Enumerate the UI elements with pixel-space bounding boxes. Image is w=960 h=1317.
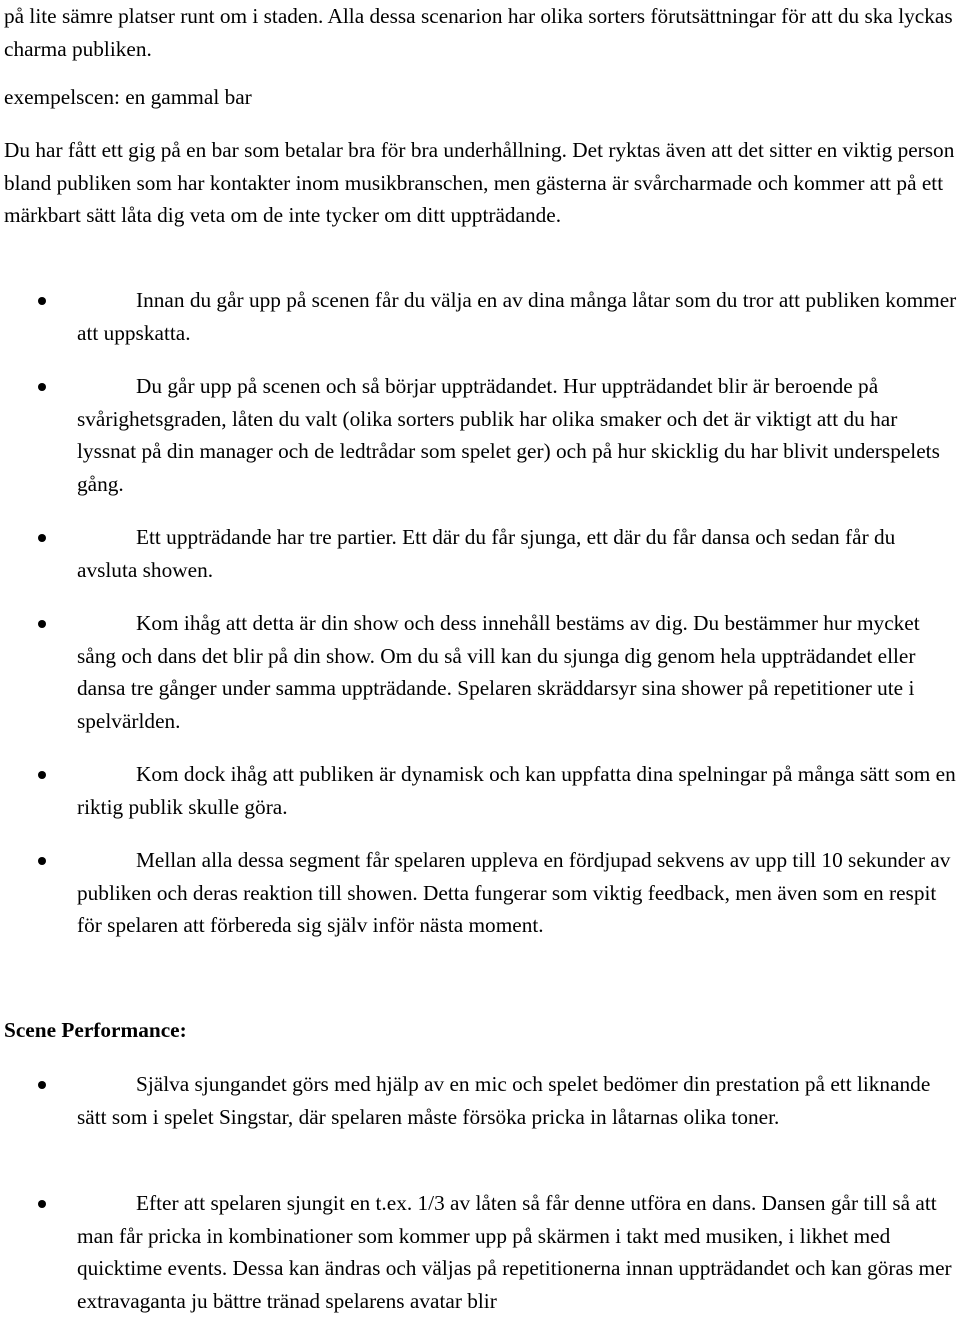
list-item — [77, 370, 957, 500]
list-item — [77, 607, 957, 737]
bullet-icon — [38, 771, 46, 779]
bullet-icon — [38, 383, 46, 391]
list-item — [77, 1068, 957, 1133]
example-scene-paragraph: Du har fått ett gig på en bar som betalar bra för bra underhållning. Det ryktas även att det sitter en viktig person bland publiken som har kontakter inom musikbranschen, men gästerna är svårcharmade och kommer att på ett märkbart sätt låta dig veta om de inte tycker om ditt uppträdande. — [4, 138, 955, 228]
list-item — [77, 844, 957, 942]
bullet-icon — [38, 534, 46, 542]
list-item — [77, 521, 957, 586]
bullet-icon — [38, 620, 46, 628]
list-item-text: Ett uppträdande har tre partier. Ett där du får sjunga, ett där du får dansa och sedan får du avsluta showen. — [77, 525, 896, 582]
list-item-text: Innan du går upp på scenen får du välja en av dina många låtar som du tror att publiken kommer att uppskatta. — [77, 288, 957, 345]
list-item-text: Kom ihåg att detta är din show och dess innehåll bestäms av dig. Du bestämmer hur mycket sång och dans det blir på din show. Om du så vill kan du sjunga dig genom hela uppträdandet eller dansa tre gånger under samma uppträdande. Spelaren skräddarsyr sina shower på repetitioner ute i spelvärlden. — [77, 611, 920, 733]
bullet-icon — [38, 857, 46, 865]
list-item-text: Du går upp på scenen och så börjar uppträdandet. Hur uppträdandet blir är beroende på svårighetsgraden, låten du valt (olika sorters publik har olika smaker och det är viktigt att du har lyssnat på din manager och de ledtrådar som spelet ger) och på hur skicklig du har blivit underspelets gång. — [77, 374, 940, 496]
example-scene-heading: exempelscen: en gammal bar — [4, 85, 252, 109]
bullet-icon — [38, 1200, 46, 1208]
list-item-text: Mellan alla dessa segment får spelaren uppleva en fördjupad sekvens av upp till 10 sekunder av publiken och deras reaktion till showen. Detta fungerar som viktig feedback, men även som en respit för spelaren att förbereda sig själv inför nästa moment. — [77, 848, 951, 938]
bullet-icon — [38, 297, 46, 305]
list-item-text: Kom dock ihåg att publiken är dynamisk och kan uppfatta dina spelningar på många sätt som en riktig publik skulle göra. — [77, 762, 956, 819]
list-item — [77, 284, 957, 349]
list-item-text: Själva sjungandet görs med hjälp av en mic och spelet bedömer din prestation på ett liknande sätt som i spelet Singstar, där spelaren måste försöka pricka in låtarnas olika toner. — [77, 1072, 931, 1129]
list-item — [77, 1187, 957, 1317]
scene-performance-heading: Scene Performance: — [4, 1018, 187, 1042]
bullet-icon — [38, 1081, 46, 1089]
list-item-text: Efter att spelaren sjungit en t.ex. 1/3 av låten så får denne utföra en dans. Dansen går till så att man får pricka in kombinationer som kommer upp på skärmen i takt med musiken, i likhet med quicktime events. Dessa kan ändras och väljas på repetitionerna innan uppträdandet och kan göras mer extravaganta ju bättre tränad spelarens avatar blir — [77, 1191, 952, 1313]
list-item — [77, 758, 957, 823]
intro-paragraph: på lite sämre platser runt om i staden. Alla dessa scenarion har olika sorters förutsättningar för att du ska lyckas charma publiken. — [4, 4, 953, 61]
